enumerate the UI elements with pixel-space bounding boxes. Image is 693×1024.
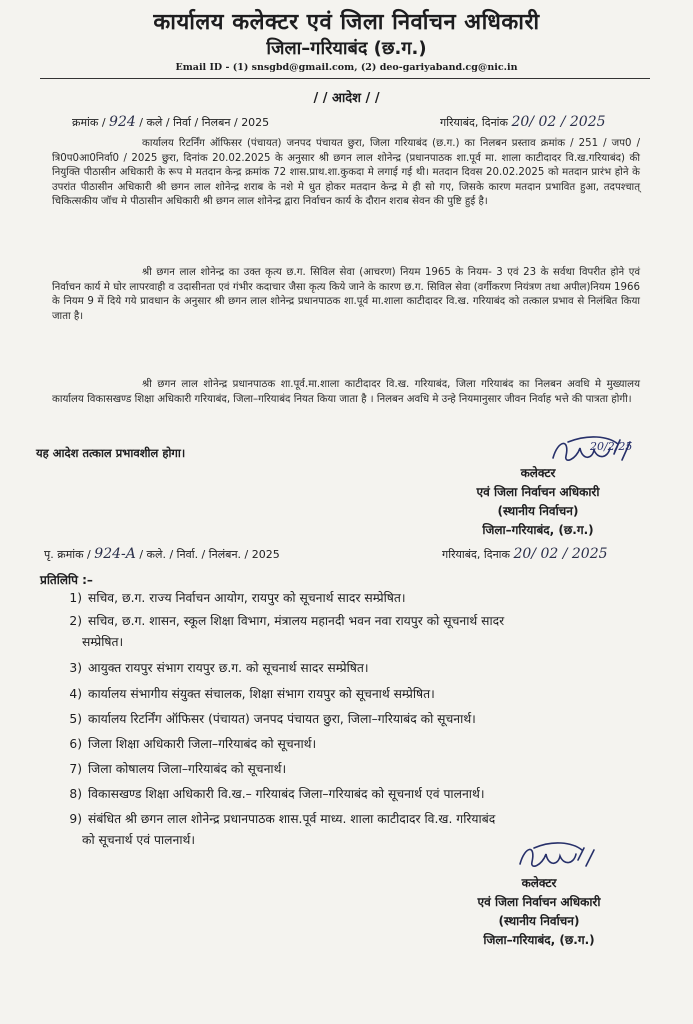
copy-item-5: 5) कार्यालय रिटर्निंग ऑफिसर (पंचायत) जनपद पंचायत छुरा, जिला–गरियाबंद को सूचनार्थ।	[69, 712, 476, 726]
order-number-suffix: / कले / निर्वा / निलबन / 2025	[139, 116, 270, 129]
paragraph-1	[52, 137, 640, 210]
copy-item-7: 7) जिला कोषालय जिला–गरियाबंद को सूचनार्थ।	[69, 762, 287, 776]
signature-2-line-2: एवं जिला निर्वाचन अधिकारी	[477, 895, 601, 909]
email-line: Email ID - (1) snsgbd@gmail.com, (2) deo-gariyaband.cg@nic.in	[175, 62, 518, 73]
signature-2-designation	[446, 874, 632, 950]
paragraph-2	[52, 266, 640, 324]
copy-date: 20/ 02 / 2025	[513, 546, 608, 562]
paragraph-2-text: श्री छगन लाल शोनेन्द्र का उक्त कृत्य छ.ग. सिविल सेवा (आचरण) नियम 1965 के नियम- 3 एवं 23 के सर्वथा विपरीत होने एवं निर्वाचन कार्य मे घोर लापरवाही व उदासीनता एवं गंभीर कदाचार जैसा कृत्य किये जाने के कारण छ.ग. सिविल सेवा (वर्गीकरण नियंत्रण तथा अपील)नियम 1966 के नियम 9 में दिये गये प्रावधान के अनुसार श्री छगन लाल शोनेन्द्र प्रधानपाठक शा.पूर्व मा.शाला काटीदादर वि.ख. गरियाबंद को तत्काल प्रभाव से निलंबित किया जाता है।	[52, 267, 640, 322]
copy-item-1: 1) सचिव, छ.ग. राज्य निर्वाचन आयोग, रायपुर को सूचनार्थ सादर सम्प्रेषित।	[69, 591, 406, 605]
copy-number-prefix: पृ. क्रमांक /	[44, 548, 91, 561]
signature-1-line-4: जिला–गरियाबंद, (छ.ग.)	[482, 523, 594, 537]
copy-date-line	[442, 546, 608, 562]
order-date: 20/ 02 / 2025	[511, 114, 606, 130]
signature-2-scribble-icon	[516, 838, 616, 874]
signature-2-line-3: (स्थानीय निर्वाचन)	[498, 914, 580, 928]
paragraph-3-text: श्री छगन लाल शोनेन्द्र प्रधानपाठक शा.पूर्व.मा.शाला काटीदादर वि.ख. गरियाबंद, जिला गरियाबंद का निलबन अवधि मे मुख्यालय कार्यालय विकासखण्ड शिक्षा अधिकारी गरियाबंद, जिला–गरियाबंद नियत किया जाता है । निलबन अवधि मे उन्हे नियमानुसार जीवन निर्वाह भत्ते की पात्रता होगी।	[52, 379, 640, 405]
header-divider	[40, 78, 650, 79]
district-title: जिला–गरियाबंद (छ.ग.)	[266, 38, 427, 59]
signature-1-date: 20/2/25	[590, 440, 633, 453]
order-date-line	[440, 114, 606, 130]
paragraph-3	[52, 378, 640, 407]
signature-1-designation	[448, 464, 628, 540]
copy-number: 924-A	[94, 546, 136, 562]
copy-item-4: 4) कार्यालय संभागीय संयुक्त संचालक, शिक्षा संभाग रायपुर को सूचनार्थ सम्प्रेषित।	[69, 687, 435, 701]
signature-1-line-1: कलेक्टर	[520, 466, 556, 480]
order-title: / / आदेश / /	[313, 91, 380, 106]
order-number: 924	[109, 114, 136, 130]
copy-item-8: 8) विकासखण्ड शिक्षा अधिकारी वि.ख.– गरियाबंद जिला–गरियाबंद को सूचनार्थ एवं पालनार्थ।	[69, 787, 485, 801]
office-title: कार्यालय कलेक्टर एवं जिला निर्वाचन अधिकारी	[153, 10, 540, 35]
copy-item-2: 2) सचिव, छ.ग. शासन, स्कूल शिक्षा विभाग, मंत्रालय महानदी भवन नवा रायपुर को सूचनार्थ सादर सम्प्रेषित।	[69, 614, 505, 649]
order-number-prefix: क्रमांक /	[72, 116, 106, 129]
copy-item-3: 3) आयुक्त रायपुर संभाग रायपुर छ.ग. को सूचनार्थ सादर सम्प्रेषित।	[69, 661, 369, 675]
copy-number-suffix: / कले. / निर्वा. / निलंबन. / 2025	[139, 548, 280, 561]
copy-date-label: गरियाबंद, दिनाक	[442, 548, 510, 561]
effective-statement: यह आदेश तत्काल प्रभावशील होगा।	[36, 446, 186, 460]
copy-list-label: प्रतिलिपि :–	[40, 573, 93, 587]
copy-number-line	[44, 546, 280, 562]
paragraph-1-text: कार्यालय रिटर्निंग ऑफिसर (पंचायत) जनपद पंचायत छुरा, जिला गरियाबंद (छ.ग.) का निलबन प्रस्ताव क्रमांक / 251 / जप0 / त्रि0प0आ0निर्वा0 / 2025 छुरा, दिनांक 20.02.2025 के अनुसार श्री छगन लाल शोनेन्द्र (प्रधानपाठक शा.पूर्व मा. शाला काटीदादर वि.ख.गरियाबंद) की नियुक्ति पीठासीन अधिकारी के रूप मे मतदान केन्द्र क्रमांक 72 शास.प्राथ.शा.कुकदा मे लगाई गई थी। मतदान दिवस 20.02.2025 को मतदान प्रारंभ होने के उपरांत पीठासीन अधिकारी श्री छगन लाल शोनेन्द्र शराब के नशे मे धुत होकर मतदान केन्द्र मे ही सो गए, जिसके कारण मतदान प्रभावित हुआ, तदपश्चात् चिकित्सकीय जॉच मे पीठासीन अधिकारी श्री छगन लाल शोनेन्द्र द्वारा निर्वाचन कार्य के दौरान शराब सेवन की पुष्टि हुई है।	[52, 138, 640, 208]
order-date-label: गरियाबंद, दिनांक	[440, 116, 508, 129]
signature-1-line-2: एवं जिला निर्वाचन अधिकारी	[476, 485, 600, 499]
signature-2-line-1: कलेक्टर	[521, 876, 557, 890]
signature-2-line-4: जिला–गरियाबंद, (छ.ग.)	[483, 933, 595, 947]
order-number-line	[72, 114, 269, 130]
signature-2	[516, 838, 616, 878]
signature-1-line-3: (स्थानीय निर्वाचन)	[497, 504, 579, 518]
copy-item-6: 6) जिला शिक्षा अधिकारी जिला–गरियाबंद को सूचनार्थ।	[69, 737, 317, 751]
copy-item-9: 9) संबंधित श्री छगन लाल शोनेन्द्र प्रधानपाठक शास.पूर्व माध्य. शाला काटीदादर वि.ख. गरियाबंद को सूचनार्थ एवं पालनार्थ।	[69, 812, 496, 847]
